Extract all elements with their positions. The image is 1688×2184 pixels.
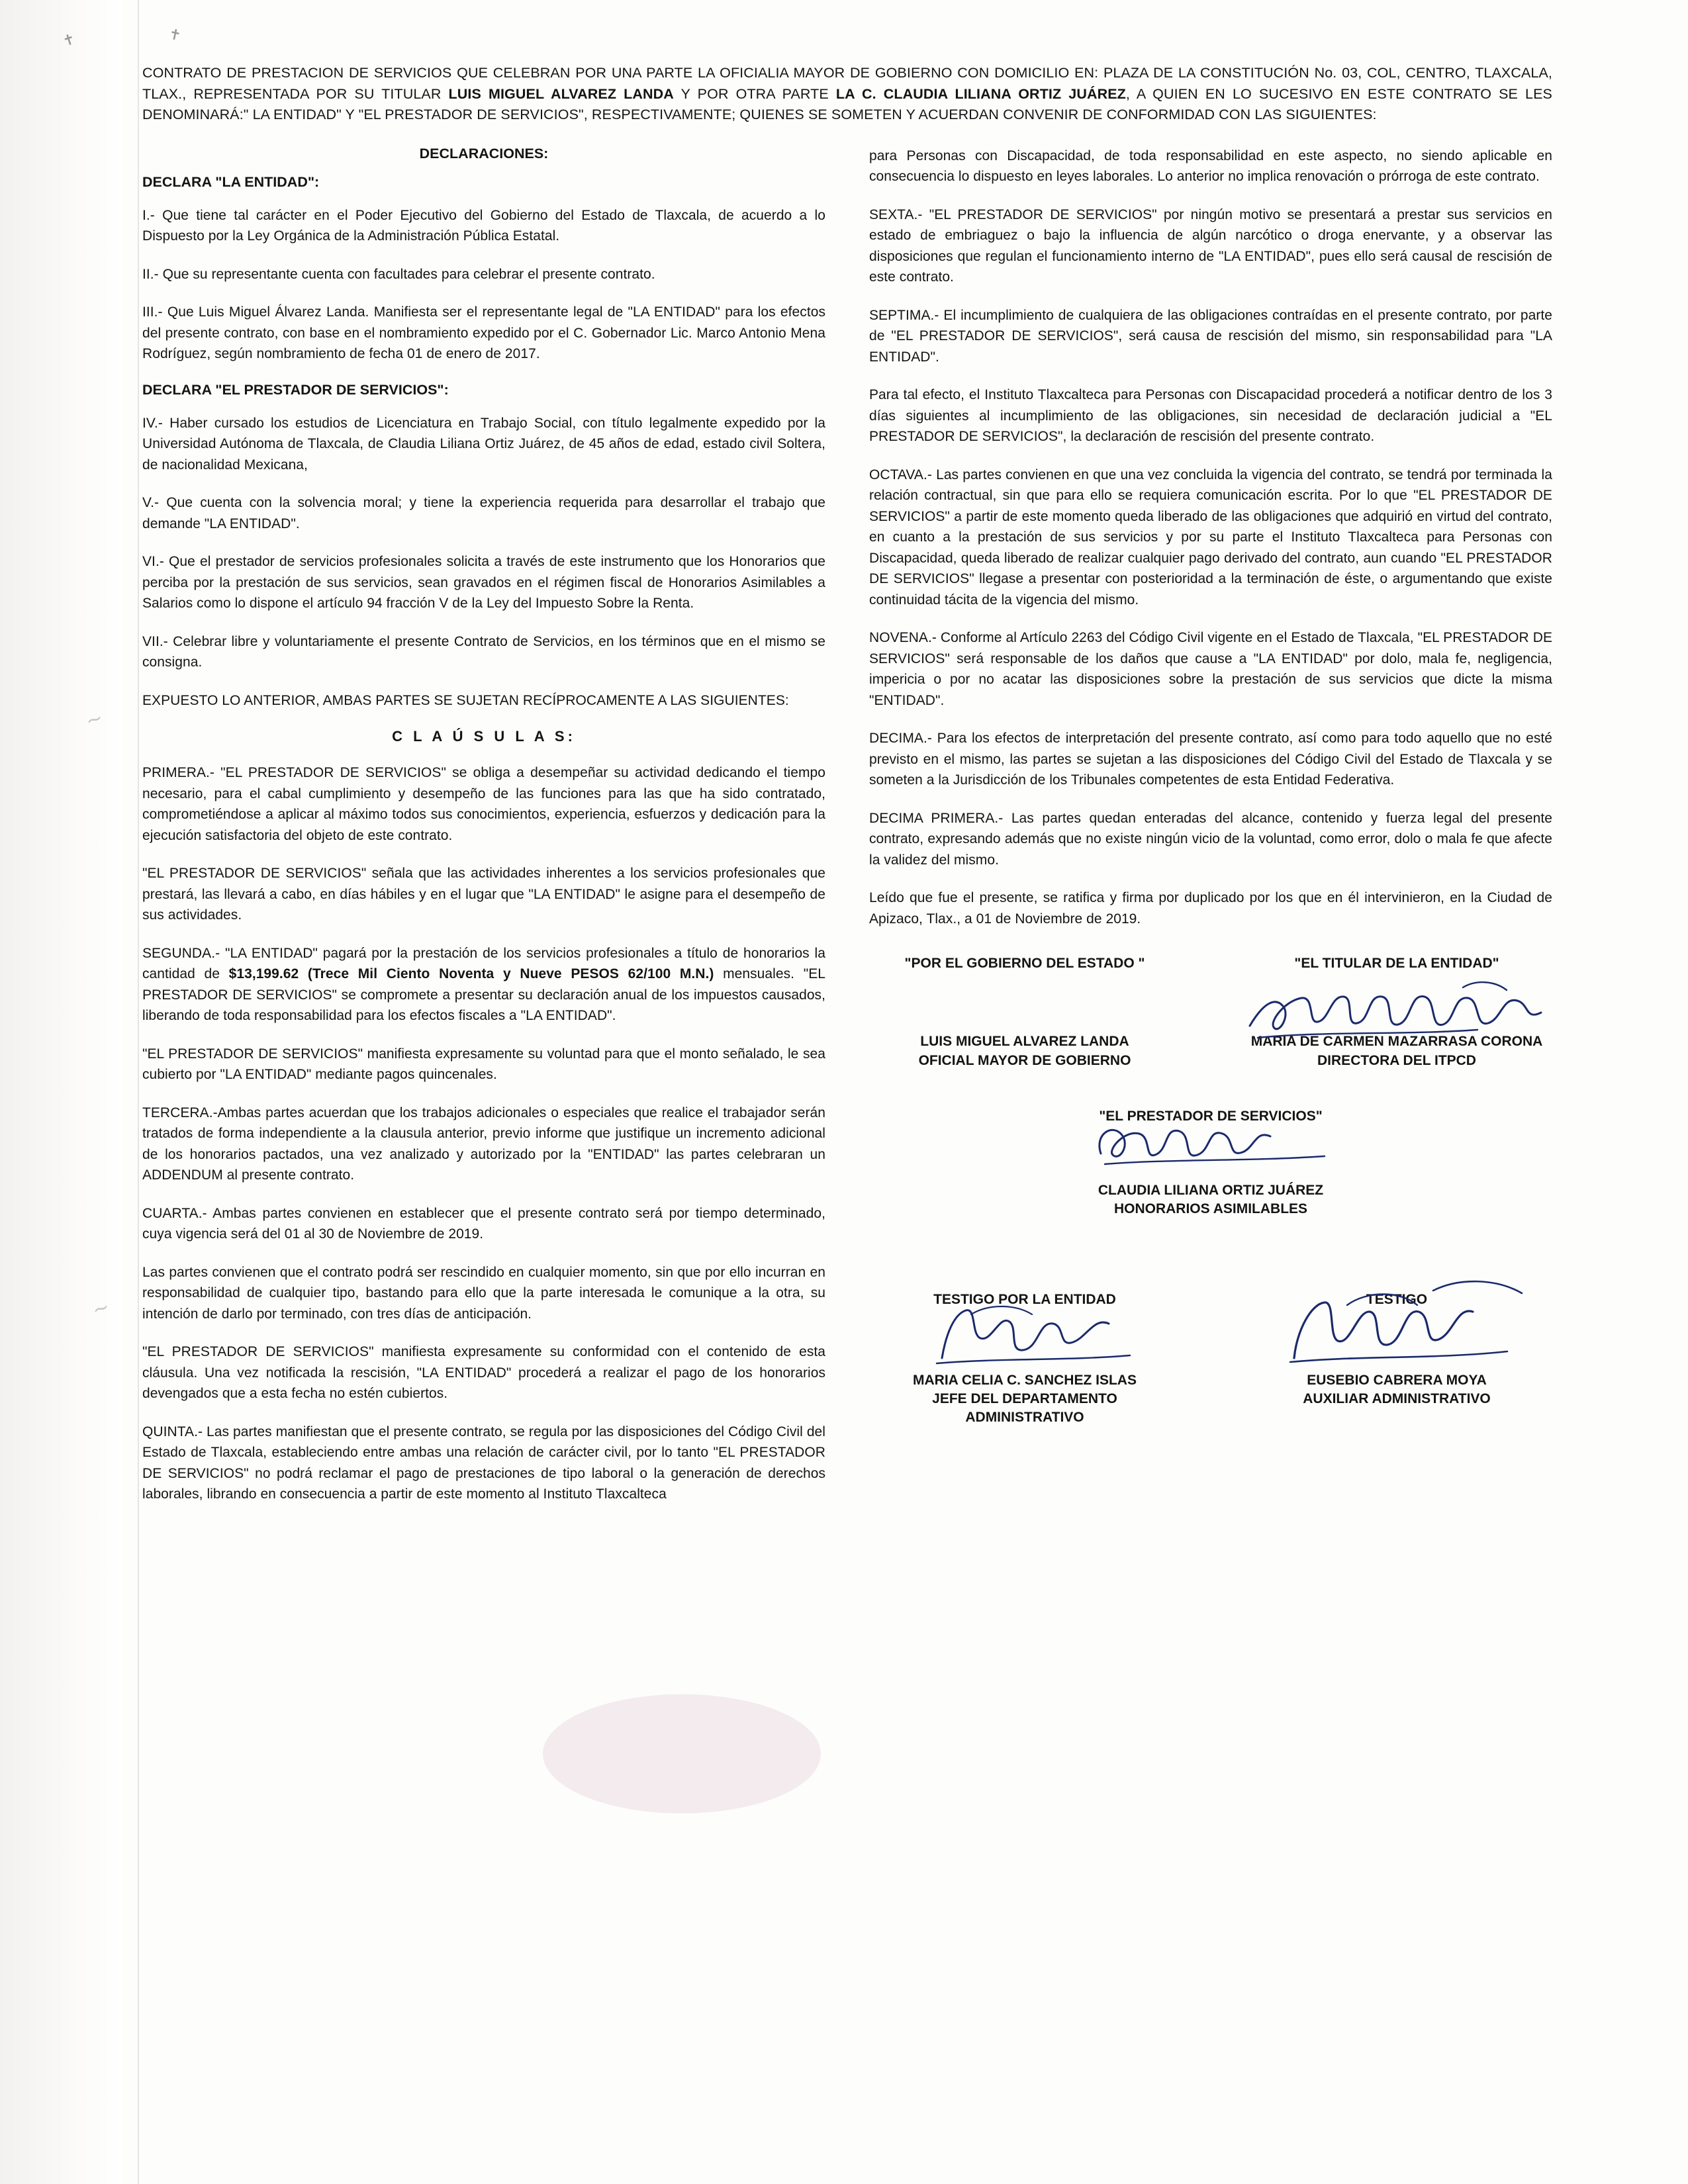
- witness-entity-name: MARIA CELIA C. SANCHEZ ISLAS: [913, 1372, 1137, 1388]
- scan-curve-icon: ∼: [83, 706, 106, 733]
- signature-provider-heading: "EL PRESTADOR DE SERVICIOS": [1099, 1108, 1323, 1124]
- witness-second: [1241, 1292, 1552, 1428]
- clause-tercera: TERCERA.-Ambas partes acuerdan que los trabajos adicionales o especiales que realice el trabajador serán tratados de forma independiente a la clausula anterior, previo informe que justifique un incremento adicional de los honorarios pactados, una vez analizado y autorizado por la "ENTIDAD" las partes celebraran un ADDENDUM al presente contrato.: [142, 1105, 825, 1183]
- preamble-party-provider: LA C. CLAUDIA LILIANA ORTIZ JUÁREZ: [835, 85, 1126, 102]
- declaration-iii: III.- Que Luis Miguel Álvarez Landa. Manifiesta ser el representante legal de "LA ENTIDAD" para los efectos del presente contrato, con base en el nombramiento expedido por el C. Gobernador Lic. Marco Antonio Mena Rodríguez, según nombramiento de fecha 01 de enero de 2017.: [142, 304, 825, 362]
- signature-entity-heading: "EL TITULAR DE LA ENTIDAD": [1294, 956, 1499, 972]
- scan-speck-2-icon: ✝: [167, 25, 183, 44]
- scan-fold-line: [138, 0, 139, 2184]
- preamble-seg-2: Y POR OTRA PARTE: [673, 85, 836, 102]
- signature-government: [869, 956, 1180, 1070]
- contract-preamble: [142, 63, 1552, 126]
- signature-government-heading: "POR EL GOBIERNO DEL ESTADO ": [904, 956, 1145, 972]
- signature-provider-title: HONORARIOS ASIMILABLES: [1113, 1201, 1308, 1217]
- declaraciones-title: DECLARACIONES:: [419, 145, 549, 161]
- declaration-ii: II.- Que su representante cuenta con facultades para celebrar el presente contrato.: [142, 266, 655, 282]
- witness-row: [869, 1292, 1552, 1428]
- clause-cuarta-extra: Las partes convienen que el contrato podrá ser rescindido en cualquier momento, sin que por ello incurran en responsabilidad de cualquier tipo, bastando para ello que la parte interesada le comunique a la otra, su intención de darlo por terminado, con tres días de anticipación.: [142, 1264, 825, 1322]
- scan-speck-icon: ✝: [60, 30, 77, 50]
- clause-cuarta-extra-2: "EL PRESTADOR DE SERVICIOS" manifiesta expresamente su conformidad con el contenido de esta cláusula. Una vez notificada la rescisión, "LA ENTIDAD" procederá a realizar el pago de los honorarios devengados que a esta fecha no estén cubiertos.: [142, 1344, 825, 1402]
- signature-entity-name: MARIA DE CARMEN MAZARRASA CORONA: [1250, 1034, 1543, 1050]
- closing-paragraph: Leído que fue el presente, se ratifica y firma por duplicado por los que en él intervinieron, en la Ciudad de Apizaco, Tlax., a 01 de Noviembre de 2019.: [869, 890, 1552, 927]
- clause-octava: OCTAVA.- Las partes convienen en que una vez concluida la vigencia del contrato, se tendrá por terminada la relación contractual, sin que para ello se requiera comunicación escrita. Por lo que "EL PRESTADOR DE SERVICIOS" a partir de este momento queda liberado de las obligaciones que adquirió en virtud del contrato, en cuanto a la prestación de sus servicios y por su parte el Instituto Tlaxcalteca para Personas con Discapacidad, queda liberado de realizar cualquier pago derivado del contrato, aun cuando "EL PRESTADOR DE SERVICIOS" llegase a presentar con posterioridad a la terminación de éste, o argumentando que existe continuidad tácita de la vigencia del mismo.: [869, 467, 1552, 608]
- signature-row-primary: [869, 956, 1552, 1070]
- scan-curve-2-icon: ∼: [89, 1295, 113, 1322]
- signature-government-name: LUIS MIGUEL ALVAREZ LANDA: [920, 1034, 1129, 1050]
- scan-edge-shadow: [0, 0, 122, 2184]
- declaration-vi: VI.- Que el prestador de servicios profesionales solicita a través de este instrumento que los Honorarios que perciba por la prestación de sus servicios, sean gravados en el régimen fiscal de Honorarios Asimilables a Salarios como lo dispone el artículo 94 fracción V de la Ley del Impuesto Sobre la Renta.: [142, 554, 825, 612]
- segunda-seg-2: mensuales. "EL PRESTADOR DE SERVICIOS" se compromete a presentar su declaración anual de los impuestos causados, liberando de toda responsabilidad para los efectos fiscales a "LA ENTIDAD".: [142, 966, 825, 1024]
- signature-provider-name: CLAUDIA LILIANA ORTIZ JUÁREZ: [1098, 1182, 1324, 1198]
- clause-sexta: SEXTA.- "EL PRESTADOR DE SERVICIOS" por ningún motivo se presentará a prestar sus servicios en estado de embriaguez o bajo la influencia de algún narcótico o droga enervante, y a observar las disposiciones que regulan el funcionamiento interno de "LA ENTIDAD", pues ello será causal de rescisión de este contrato.: [869, 206, 1552, 285]
- clause-segunda-extra: "EL PRESTADOR DE SERVICIOS" manifiesta expresamente su voluntad para que el monto señalado, le sea cubierto por "LA ENTIDAD" mediante pagos quincenales.: [142, 1046, 825, 1083]
- clause-cuarta: CUARTA.- Ambas partes convienen en establecer que el presente contrato será por tiempo determinado, cuya vigencia será del 01 al 30 de Noviembre de 2019.: [142, 1205, 825, 1242]
- handwritten-signature-cabrera-icon: [1268, 1273, 1546, 1379]
- clause-quinta: QUINTA.- Las partes manifiestan que el presente contrato, se regula por las disposiciones del Código Civil del Estado de Tlaxcala, estableciendo entre ambas una relación de carácter civil, por lo tanto "EL PRESTADOR DE SERVICIOS" no podrá reclamar el pago de prestaciones de tipo laboral o la generación de derechos laborales, librando en consecuencia a partir de este momento al Instituto Tlaxcalteca: [142, 1424, 825, 1502]
- segunda-amount: $13,199.62 (Trece Mil Ciento Noventa y Nueve PESOS 62/100 M.N.): [228, 966, 714, 982]
- clause-decima: DECIMA.- Para los efectos de interpretación del presente contrato, así como para todo aquello que no esté previsto en el mismo, las partes se sujetan a las disposiciones del Código Civil del Estado de Tlaxcala y se someten a la Jurisdicción de los Tribunales competentes de esta Entidad Federativa.: [869, 731, 1552, 788]
- clause-primera-extra: "EL PRESTADOR DE SERVICIOS" señala que las actividades inherentes a los servicios profesionales que prestará, las llevará a cabo, en días hábiles y en el lugar que "LA ENTIDAD" le asigne para el desempeño de sus actividades.: [142, 866, 825, 923]
- clause-decima-primera: DECIMA PRIMERA.- Las partes quedan enteradas del alcance, contenido y fuerza legal del presente contrato, expresando además que no existe ningún vicio de la voluntad, como error, dolo o mala fe que afecte la validez del mismo.: [869, 810, 1552, 868]
- signature-entity-title: DIRECTORA DEL ITPCD: [1317, 1052, 1476, 1068]
- declara-entidad-heading: DECLARA "LA ENTIDAD":: [142, 173, 320, 190]
- preamble-seg-0: CONTRATO DE PRESTACION DE SERVICIOS QUE CELEBRAN POR UNA PARTE LA OFICIALIA MAYOR DE GOBIERNO CON DOMICILIO EN: PLAZA DE LA CONSTITUCIÓN No. 03, COL, CENTRO, TLAXCALA, TLAX., REPRESENTADA POR SU TITULAR: [142, 65, 1552, 102]
- clause-quinta-continued: para Personas con Discapacidad, de toda responsabilidad en este aspecto, no siendo aplicable en consecuencia lo dispuesto en leyes laborales. Lo anterior no implica renovación o prórroga de este contrato.: [869, 148, 1552, 185]
- stamp-ghost: [543, 1694, 821, 1813]
- witness-second-title: AUXILIAR ADMINISTRATIVO: [1303, 1391, 1491, 1406]
- witness-entity-heading: TESTIGO POR LA ENTIDAD: [933, 1291, 1116, 1307]
- declaration-i: I.- Que tiene tal carácter en el Poder Ejecutivo del Gobierno del Estado de Tlaxcala, de acuerdo a lo Dispuesto por la Ley Orgánica de la Administración Pública Estatal.: [142, 207, 825, 244]
- preamble-party-entity: LUIS MIGUEL ALVAREZ LANDA: [448, 85, 674, 102]
- signature-block: [869, 956, 1552, 1427]
- signature-government-title: OFICIAL MAYOR DE GOBIERNO: [918, 1052, 1131, 1068]
- expuesto-paragraph: EXPUESTO LO ANTERIOR, AMBAS PARTES SE SUJETAN RECÍPROCAMENTE A LAS SIGUIENTES:: [142, 692, 789, 708]
- witness-entity-title-2: ADMINISTRATIVO: [965, 1410, 1084, 1426]
- clausulas-title: C L A Ú S U L A S:: [392, 728, 576, 745]
- clause-septima-extra: Para tal efecto, el Instituto Tlaxcalteca para Personas con Discapacidad procederá a notificar dentro de los 3 días siguientes al incumplimiento de las obligaciones, sin necesidad de declaración judicial a "EL PRESTADOR DE SERVICIOS", la declaración de rescisión del presente contrato.: [869, 387, 1552, 445]
- witness-second-name: EUSEBIO CABRERA MOYA: [1307, 1372, 1487, 1388]
- left-column: [142, 146, 825, 1522]
- declaration-iv: IV.- Haber cursado los estudios de Licenciatura en Trabajo Social, con título legalmente expedido por la Universidad Autónoma de Tlaxcala, de Claudia Liliana Ortiz Juárez, de 45 años de edad, estado civil Soltera, de nacionalidad Mexicana,: [142, 415, 825, 473]
- clause-septima: SEPTIMA.- El incumplimiento de cualquiera de las obligaciones contraídas en el presente contrato, por parte de "EL PRESTADOR DE SERVICIOS", será causa de rescisión del mismo, sin responsabilidad para "LA ENTIDAD".: [869, 307, 1552, 365]
- declaration-v: V.- Que cuenta con la solvencia moral; y tiene la experiencia requerida para desarrollar el trabajo que demande "LA ENTIDAD".: [142, 495, 825, 531]
- preamble-seg-4: , A QUIEN EN LO SUCESIVO EN ESTE CONTRATO SE LES DENOMINARÁ:" LA ENTIDAD" Y "EL PRESTADOR DE SERVICIOS", RESPECTIVAMENTE; QUIENES SE SOMETEN Y ACUERDAN CONVENIR DE CONFORMIDAD CON LAS SIGUIENTES:: [142, 85, 1552, 123]
- declara-prestador-heading: DECLARA "EL PRESTADOR DE SERVICIOS":: [142, 381, 449, 398]
- two-column-layout: [142, 146, 1552, 1522]
- clause-novena: NOVENA.- Conforme al Artículo 2263 del Código Civil vigente en el Estado de Tlaxcala, "EL PRESTADOR DE SERVICIOS" será responsable de los daños que cause a "LA ENTIDAD" por dolo, mala fe, negligencia, impericia o por no acatar las disposiciones sobre la prestación de sus servicios que dicte la misma "ENTIDAD".: [869, 630, 1552, 708]
- witness-entity: [869, 1292, 1180, 1428]
- segunda-seg-0: SEGUNDA.- "LA ENTIDAD" pagará por la prestación de los servicios profesionales a título de honorarios la cantidad de: [142, 945, 825, 982]
- witness-second-heading: TESTIGO: [1366, 1291, 1428, 1307]
- declaration-vii: VII.- Celebrar libre y voluntariamente el presente Contrato de Servicios, en los términos que en el mismo se consigna.: [142, 633, 825, 670]
- document-body: [142, 63, 1552, 1522]
- clause-segunda: [142, 943, 825, 1026]
- signature-provider: [869, 1109, 1552, 1219]
- right-column: [869, 146, 1552, 1522]
- witness-entity-title-1: JEFE DEL DEPARTAMENTO: [932, 1391, 1117, 1406]
- signature-entity-head: [1241, 956, 1552, 1070]
- clause-primera: PRIMERA.- "EL PRESTADOR DE SERVICIOS" se obliga a desempeñar su actividad dedicando el tiempo necesario, para el cabal cumplimiento y desempeño de las funciones para las que ha sido contratado, comprometiéndose a aplicar al máximo todos sus conocimientos, experiencia, esfuerzos y dedicación para la ejecución satisfactoria del objeto de este contrato.: [142, 765, 825, 843]
